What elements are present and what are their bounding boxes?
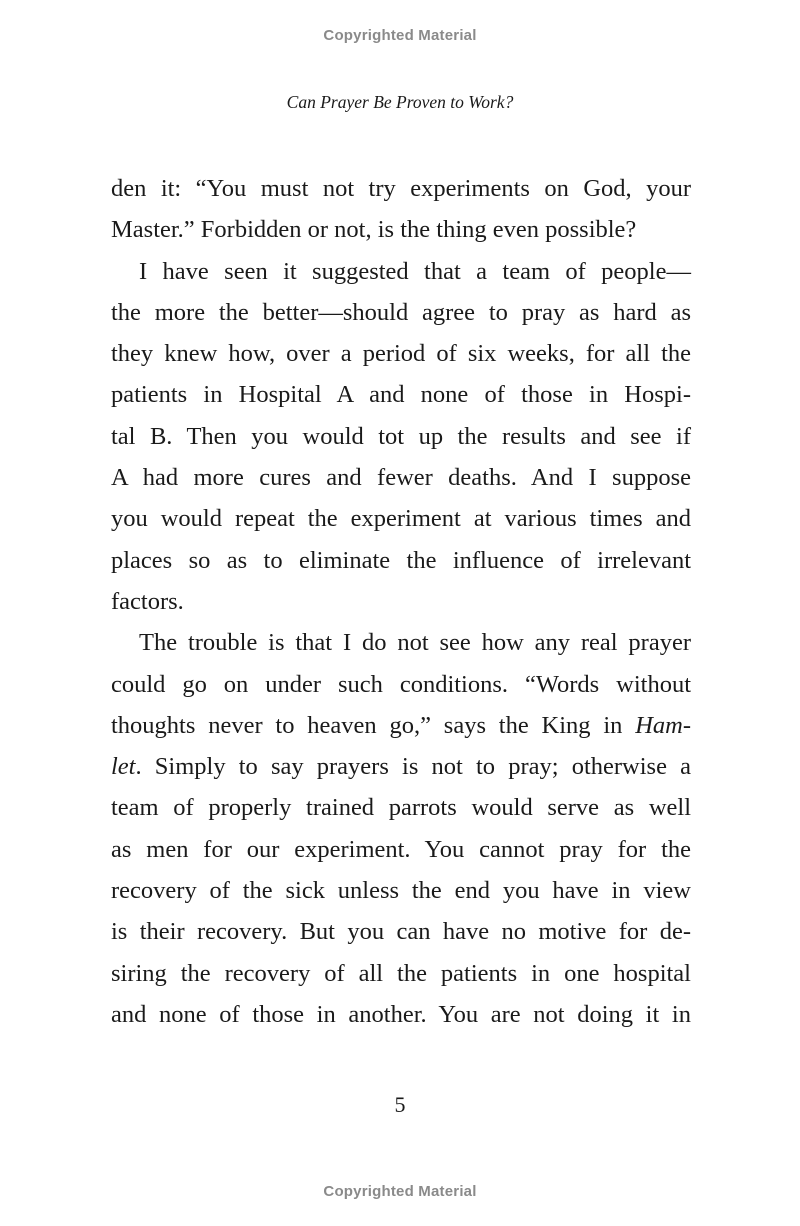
text-line: factors. bbox=[111, 587, 184, 615]
italic-title: Ham- bbox=[635, 711, 691, 739]
text-line: I have seen it suggested that a team of people— bbox=[139, 257, 691, 285]
text-line: recovery of the sick unless the end you have in view bbox=[111, 877, 691, 905]
running-head: Can Prayer Be Proven to Work? bbox=[286, 92, 514, 112]
page-number: 5 bbox=[394, 1092, 406, 1117]
text-run: thoughts never to heaven go,” says the King in bbox=[111, 711, 636, 739]
text-line bbox=[111, 705, 691, 746]
text-line bbox=[111, 746, 691, 787]
text-line: siring the recovery of all the patients in one hospital bbox=[111, 959, 691, 987]
watermark-bottom: Copyrighted Material bbox=[323, 1183, 477, 1200]
text-line: patients in Hospital A and none of those in Hospi- bbox=[111, 381, 691, 409]
text-line: you would repeat the experiment at various times and bbox=[111, 505, 691, 533]
text-line: den it: “You must not try experiments on God, your bbox=[111, 175, 691, 202]
watermark-top: Copyrighted Material bbox=[323, 27, 477, 44]
text-line: could go on under such conditions. “Words without bbox=[111, 670, 691, 698]
text-line: they knew how, over a period of six weeks, for all the bbox=[111, 340, 691, 368]
text-line: the more the better—should agree to pray as hard as bbox=[111, 298, 691, 326]
text-line: places so as to eliminate the influence of irrelevant bbox=[111, 546, 691, 574]
text-line: as men for our experiment. You cannot pray for the bbox=[111, 835, 691, 863]
text-run: . Simply to say prayers is not to pray; otherwise a bbox=[135, 753, 691, 781]
body-text bbox=[111, 168, 691, 1035]
italic-title: let bbox=[111, 753, 136, 781]
text-line: team of properly trained parrots would serve as well bbox=[111, 794, 691, 822]
text-line: The trouble is that I do not see how any real prayer bbox=[139, 629, 691, 657]
text-line: tal B. Then you would tot up the results and see if bbox=[111, 422, 691, 450]
text-line: A had more cures and fewer deaths. And I suppose bbox=[111, 464, 691, 492]
text-line: Master.” Forbidden or not, is the thing even possible? bbox=[111, 216, 637, 244]
text-line: is their recovery. But you can have no motive for de- bbox=[111, 918, 691, 946]
text-line: and none of those in another. You are not doing it in bbox=[111, 1000, 691, 1028]
